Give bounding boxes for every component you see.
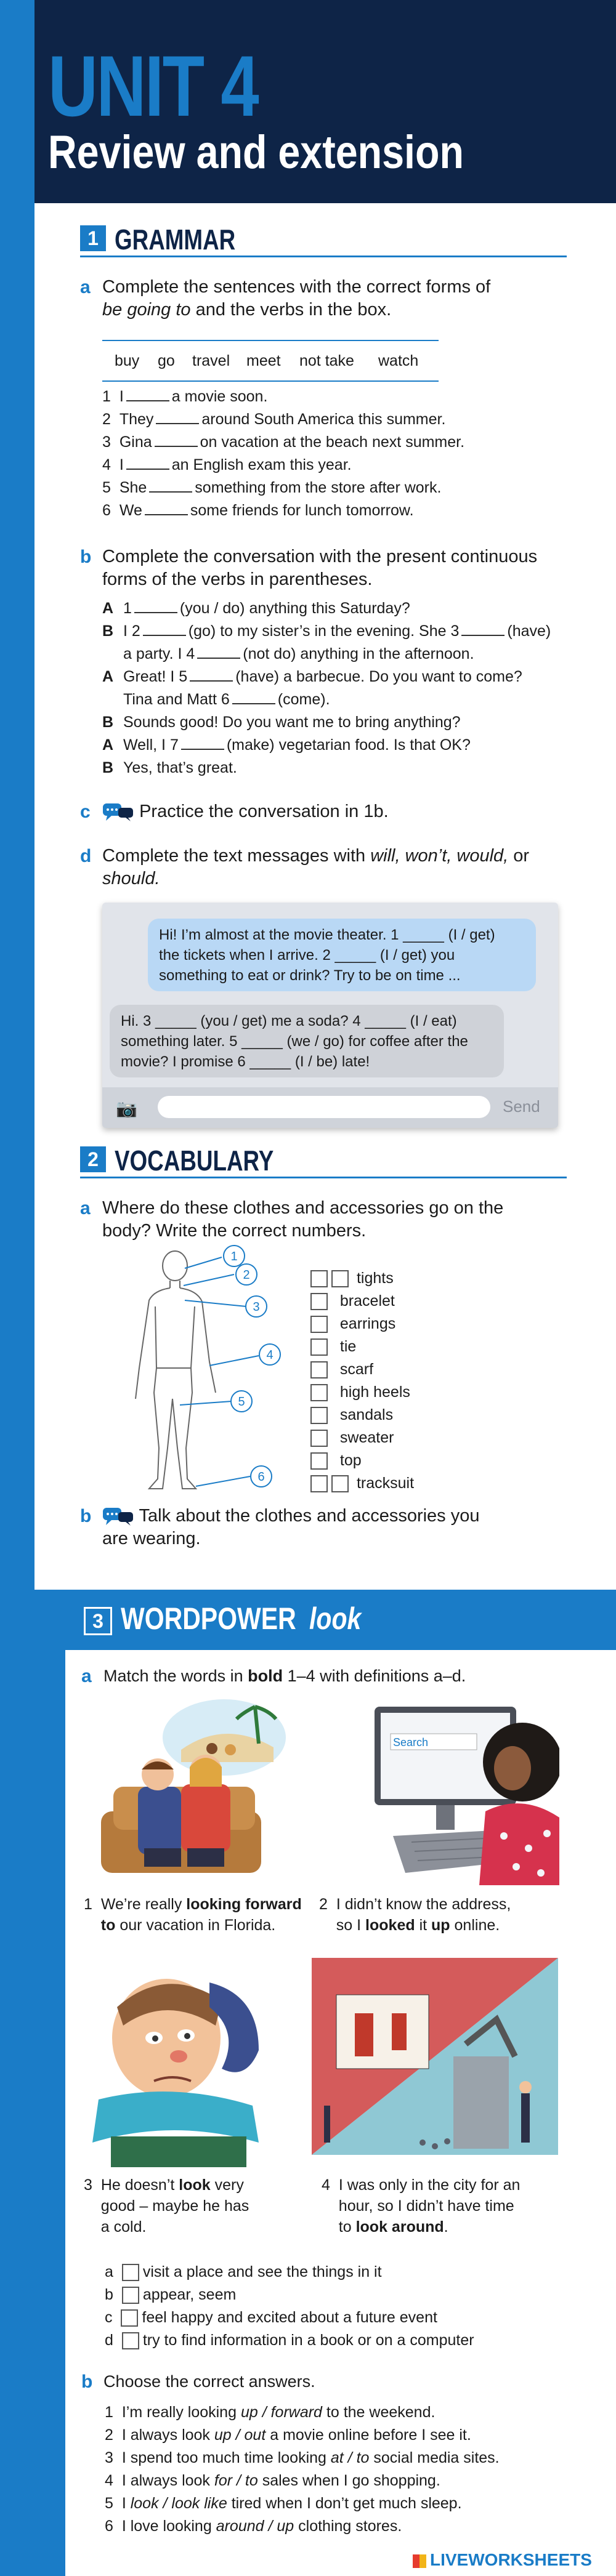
answer-blank[interactable] xyxy=(134,600,177,613)
word-box-item: go xyxy=(158,352,175,369)
wordpower-section-title: WORDPOWER look xyxy=(121,1601,362,1636)
exercise-letter: a xyxy=(80,277,91,297)
grammar-b-instruction-line1: Complete the conversation with the present continuous xyxy=(102,547,538,566)
instruction-rest: and the verbs in the box. xyxy=(190,300,392,320)
body-outline-illustration xyxy=(111,1245,296,1503)
body-marker-1: 1 xyxy=(230,1250,238,1263)
choice-item: 1 I’m really looking up / forward to the weekend. xyxy=(105,2404,436,2421)
answer-blank[interactable] xyxy=(149,479,192,493)
list-item: 2 They around South America this summer. xyxy=(102,411,446,428)
answer-blank[interactable] xyxy=(143,622,186,636)
answer-choice[interactable]: for / to xyxy=(214,2472,258,2489)
message-compose-bar xyxy=(102,1087,558,1128)
clothes-item: sandals xyxy=(310,1406,393,1424)
answer-blank[interactable] xyxy=(145,502,188,515)
vocabulary-b-instruction-line2: are wearing. xyxy=(102,1529,201,1548)
grammar-exercise-a xyxy=(80,276,567,522)
city-visit-illustration xyxy=(312,1958,558,2155)
message-line: the tickets when I arrive. 2 _____ (I / get) you xyxy=(159,947,455,964)
sick-man-illustration xyxy=(74,1958,277,2167)
wordpower-caption-4: 4 I was only in the city for an hour, so I didn’t have time to look around. xyxy=(322,2176,521,2236)
wordpower-caption-2: 2 I didn’t know the address, so I looked it up online. xyxy=(319,1896,511,1934)
wordpower-caption-1: 1 We’re really looking forward to our vacation in Florida. xyxy=(84,1896,302,1934)
word-box-item: buy xyxy=(115,352,140,369)
unit-subtitle: Review and extension xyxy=(48,126,464,179)
word-box xyxy=(102,340,439,382)
exercise-letter: d xyxy=(80,846,92,866)
grammar-exercise-b xyxy=(80,545,567,792)
answer-blank[interactable] xyxy=(197,645,240,659)
left-blue-stripe xyxy=(0,0,34,2576)
unit-title: UNIT 4 xyxy=(48,38,258,134)
text-message-phone xyxy=(102,903,558,1128)
answer-choice[interactable]: at / to xyxy=(330,2449,370,2466)
clothes-item: bracelet xyxy=(310,1292,395,1310)
grammar-exercise-c xyxy=(80,802,567,826)
number-box[interactable] xyxy=(310,1430,328,1447)
number-box[interactable] xyxy=(310,1293,328,1310)
number-box[interactable] xyxy=(310,1407,328,1424)
answer-box[interactable] xyxy=(122,2264,139,2281)
definition-item: a visit a place and see the things in it xyxy=(105,2263,382,2280)
definition-item: b appear, seem xyxy=(105,2286,237,2303)
wordpower-section-number: 3 xyxy=(84,1607,112,1635)
answer-choice[interactable]: look / look like xyxy=(130,2495,227,2512)
number-box[interactable] xyxy=(310,1270,328,1287)
grammar-section-number: 1 xyxy=(80,225,106,251)
search-label: Search xyxy=(393,1736,429,1749)
clothes-item: high heels xyxy=(310,1383,410,1401)
answer-choice[interactable]: up / out xyxy=(214,2426,266,2444)
clothes-item: scarf xyxy=(310,1361,373,1379)
vocabulary-exercise-a xyxy=(80,1197,567,1246)
number-box[interactable] xyxy=(310,1338,328,1356)
answer-box[interactable] xyxy=(121,2309,138,2327)
vocabulary-section-title: VOCABULARY xyxy=(115,1145,274,1177)
answer-choice[interactable]: up / forward xyxy=(240,2404,322,2421)
grammar-a-instruction-line1: Complete the sentences with the correct forms of xyxy=(102,277,491,297)
word-box-item: watch xyxy=(378,352,419,369)
list-item: 3 Gina on vacation at the beach next summer. xyxy=(102,433,465,451)
number-box[interactable] xyxy=(331,1270,349,1287)
message-line: movie? I promise 6 _____ (I / be) late! xyxy=(121,1053,370,1070)
exercise-letter: c xyxy=(80,802,91,822)
grammar-b-instruction-line2: forms of the verbs in parentheses. xyxy=(102,570,373,589)
body-marker-6: 6 xyxy=(257,1470,265,1484)
wordpower-exercise-a xyxy=(81,1665,568,1689)
message-line: Hi. 3 _____ (you / get) me a soda? 4 _____ (I / eat) xyxy=(121,1013,457,1029)
speech-bubbles-icon xyxy=(102,1507,134,1526)
answer-blank[interactable] xyxy=(181,736,224,750)
answer-blank[interactable] xyxy=(156,411,199,424)
exercise-letter: a xyxy=(81,1666,92,1686)
answer-blank[interactable] xyxy=(190,668,233,682)
wordpower-a-instruction: Match the words in bold 1–4 with definitions a–d. xyxy=(103,1667,466,1685)
grammar-d-instruction-line2: should. xyxy=(102,869,160,888)
clothes-item: tie xyxy=(310,1338,356,1356)
definition-item: d try to find information in a book or on a computer xyxy=(105,2332,474,2349)
choice-item: 3 I spend too much time looking at / to social media sites. xyxy=(105,2449,500,2466)
clothes-item: tracksuit xyxy=(310,1475,414,1492)
wordpower-caption-3: 3 He doesn’t look very good – maybe he has a cold. xyxy=(84,2176,249,2236)
answer-box[interactable] xyxy=(122,2332,139,2349)
couple-on-sofa-illustration xyxy=(89,1694,292,1885)
word-box-item: not take xyxy=(299,352,354,369)
list-item: 5 She something from the store after work. xyxy=(102,479,442,496)
italic-phrase: be going to xyxy=(102,300,191,320)
received-message-bubble xyxy=(110,1005,504,1077)
list-item: 6 We some friends for lunch tomorrow. xyxy=(102,502,414,519)
grammar-a-instruction-line2 xyxy=(102,299,391,321)
wordpower-exercise-b xyxy=(81,2370,568,2395)
clothes-item: top xyxy=(310,1452,362,1470)
conversation-line: B Yes, that’s great. xyxy=(102,759,237,776)
grammar-c-instruction: Practice the conversation in 1b. xyxy=(102,800,389,823)
message-line: something later. 5 _____ (we / go) for coffee after the xyxy=(121,1033,468,1050)
number-box[interactable] xyxy=(310,1361,328,1379)
conversation-line: a party. I 4 (not do) anything in the afternoon. xyxy=(123,645,474,662)
list-item: 4 I an English exam this year. xyxy=(102,456,352,473)
conversation-line: A Great! I 5 (have) a barbecue. Do you want to come? xyxy=(102,668,522,685)
message-input[interactable] xyxy=(158,1096,490,1118)
number-box[interactable] xyxy=(310,1316,328,1333)
liveworksheets-logo[interactable]: LIVEWORKSHEETS xyxy=(413,2550,592,2570)
clothes-item: sweater xyxy=(310,1429,394,1447)
sent-message-bubble xyxy=(148,919,536,991)
answer-blank[interactable] xyxy=(155,433,198,447)
vocabulary-section-number: 2 xyxy=(80,1146,106,1172)
conversation-line: B I 2 (go) to my sister’s in the evening. She 3 (have) xyxy=(102,622,551,640)
answer-blank[interactable] xyxy=(126,456,169,470)
answer-blank[interactable] xyxy=(232,691,275,704)
list-item: 1 I a movie soon. xyxy=(102,388,268,405)
exercise-letter: a xyxy=(80,1198,91,1218)
message-line: Hi! I’m almost at the movie theater. 1 _____ (I / get) xyxy=(159,927,495,943)
choice-item: 2 I always look up / out a movie online before I see it. xyxy=(105,2426,471,2444)
message-line: something to eat or drink? Try to be on time ... xyxy=(159,967,461,984)
vocabulary-a-instruction-line2: body? Write the correct numbers. xyxy=(102,1221,367,1241)
vocabulary-a-instruction-line1: Where do these clothes and accessories go on the xyxy=(102,1198,504,1218)
body-marker-3: 3 xyxy=(253,1300,260,1314)
answer-blank[interactable] xyxy=(461,622,505,636)
definition-item: c feel happy and excited about a future event xyxy=(105,2309,437,2326)
choice-item: 4 I always look for / to sales when I go shopping. xyxy=(105,2472,440,2489)
vocabulary-section-header xyxy=(80,1141,567,1178)
clothes-item: earrings xyxy=(310,1315,395,1333)
liveworksheets-icon xyxy=(413,2554,426,2568)
conversation-line: B Sounds good! Do you want me to bring anything? xyxy=(102,714,461,731)
word-box-item: meet xyxy=(246,352,281,369)
vocabulary-b-instruction-line1: Talk about the clothes and accessories you xyxy=(102,1505,480,1527)
speech-bubbles-icon xyxy=(102,803,134,821)
body-marker-4: 4 xyxy=(266,1348,274,1362)
body-marker-5: 5 xyxy=(238,1395,245,1409)
word-box-item: travel xyxy=(192,352,230,369)
conversation-line: A Well, I 7 (make) vegetarian food. Is that OK? xyxy=(102,736,471,754)
wordpower-b-instruction: Choose the correct answers. xyxy=(103,2372,315,2391)
grammar-section-header xyxy=(80,220,567,257)
exercise-letter: b xyxy=(81,2372,93,2392)
choice-item: 6 I love looking around / up clothing stores. xyxy=(105,2518,402,2535)
clothes-item: tights xyxy=(310,1270,394,1287)
answer-choice[interactable]: around / up xyxy=(216,2518,294,2535)
woman-at-computer-illustration xyxy=(368,1694,559,1885)
body-marker-2: 2 xyxy=(243,1268,250,1282)
number-box[interactable] xyxy=(310,1452,328,1470)
answer-blank[interactable] xyxy=(126,388,169,401)
number-box[interactable] xyxy=(310,1384,328,1401)
answer-box[interactable] xyxy=(122,2287,139,2304)
number-box[interactable] xyxy=(310,1475,328,1492)
grammar-d-instruction-line1: Complete the text messages with will, won’t, would, or xyxy=(102,846,530,866)
exercise-letter: b xyxy=(80,1506,92,1526)
choice-item: 5 I look / look like tired when I don’t get much sleep. xyxy=(105,2495,462,2512)
conversation-line: Tina and Matt 6 (come). xyxy=(123,691,330,708)
vocabulary-exercise-b xyxy=(80,1505,567,1554)
exercise-letter: b xyxy=(80,547,92,567)
grammar-section-title: GRAMMAR xyxy=(115,223,236,256)
grammar-exercise-d xyxy=(80,845,567,894)
send-button[interactable]: Send xyxy=(503,1097,540,1116)
conversation-line: A 1 (you / do) anything this Saturday? xyxy=(102,600,410,617)
camera-icon: 📷 xyxy=(116,1099,137,1118)
number-box[interactable] xyxy=(331,1475,349,1492)
